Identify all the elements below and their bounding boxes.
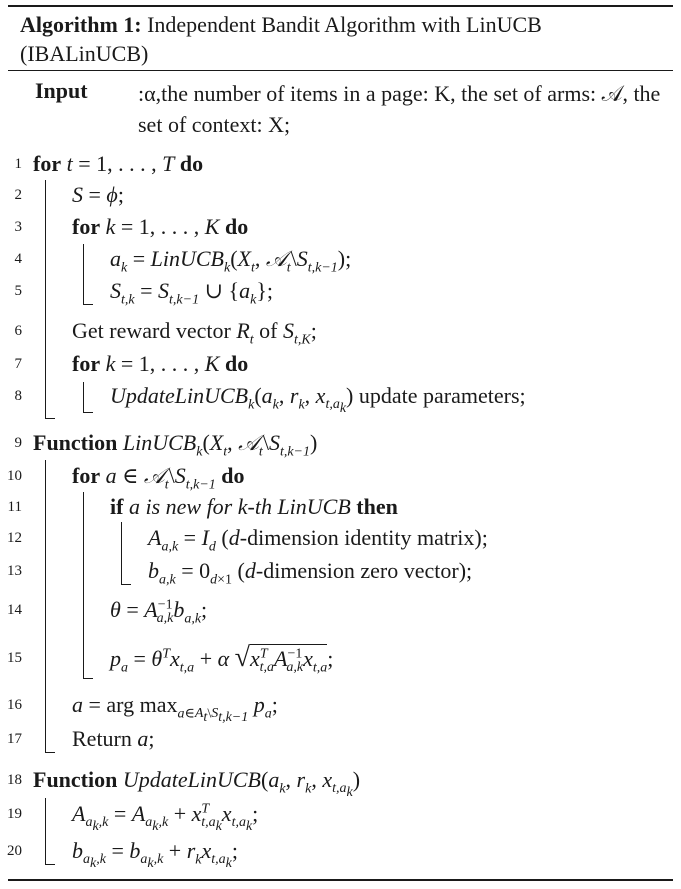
line-number: 18 bbox=[7, 772, 22, 788]
code-line-4 bbox=[0, 244, 681, 276]
line-number: 12 bbox=[7, 530, 22, 546]
algorithm-title bbox=[20, 10, 660, 68]
code-line-2 bbox=[0, 180, 681, 212]
line-text: $S_{t,k} = S_{t,k-1}$ ∪ $\{a_k\}$; bbox=[110, 278, 273, 308]
line-number: 5 bbox=[14, 283, 22, 299]
line-number: 6 bbox=[14, 323, 22, 339]
bottom-rule bbox=[8, 879, 673, 881]
code-line-3 bbox=[0, 212, 681, 244]
code-line-11 bbox=[0, 492, 681, 524]
input-label: Input bbox=[35, 78, 88, 103]
line-text: $A_{a_k,k} = A_{a_k,k} + x^T_{t,a_k}x_{t,a_k}$; bbox=[72, 801, 259, 835]
line-text: for a ∈ $𝒜_t\backslash S_{t,k-1}$ do bbox=[72, 463, 245, 493]
code-line-9 bbox=[0, 428, 681, 460]
code-line-7 bbox=[0, 349, 681, 381]
line-text: for t = 1, . . . , T do bbox=[33, 151, 204, 176]
algorithm-label: Algorithm 1: bbox=[20, 12, 142, 37]
line-text: a = arg $\max_{a\in A_t\backslash S_{t,k-1}} p_a$; bbox=[72, 692, 278, 726]
line-text: $b_{a,k} = 0_{d\times 1}$ (d-dimension zero vector); bbox=[148, 558, 473, 588]
line-number: 20 bbox=[7, 843, 22, 859]
line-text: $A_{a,k} = I_d$ (d-dimension identity matrix); bbox=[148, 525, 488, 555]
code-line-20 bbox=[0, 836, 681, 872]
code-line-15 bbox=[0, 643, 681, 675]
block-foot-for-t bbox=[45, 418, 55, 419]
line-text: Function $LinUCB_k(X_t$, $𝒜_t\backslash S_{t,k-1}$) bbox=[33, 430, 318, 460]
line-number: 16 bbox=[7, 697, 22, 713]
algorithm-name: Independent Bandit Algorithm with LinUCB (IBALinUCB) bbox=[20, 12, 542, 66]
line-number: 3 bbox=[14, 219, 22, 235]
code-line-5 bbox=[0, 276, 681, 308]
line-text: for k = 1, . . . , K do bbox=[72, 351, 249, 376]
line-text: Function $UpdateLinUCB(a_k$, $r_k$, $x_{t,a_k}$) bbox=[33, 767, 361, 801]
code-line-13 bbox=[0, 556, 681, 588]
line-number: 9 bbox=[14, 435, 22, 451]
line-number: 19 bbox=[7, 806, 22, 822]
code-line-6 bbox=[0, 316, 681, 348]
line-number: 8 bbox=[14, 388, 22, 404]
line-text: $a_k$ = $LinUCB_k(X_t$, $𝒜_t\backslash S_{t,k-1}$); bbox=[110, 246, 352, 276]
line-text: Get reward vector $R_t$ of $S_{t,K}$; bbox=[72, 318, 317, 348]
line-number: 4 bbox=[14, 251, 22, 267]
code-line-1 bbox=[0, 149, 681, 181]
code-line-10 bbox=[0, 461, 681, 493]
code-line-17 bbox=[0, 724, 681, 756]
line-number: 2 bbox=[14, 187, 22, 203]
line-text: $UpdateLinUCB_k(a_k$, $r_k$, $x_{t,a_k}$) update parameters; bbox=[110, 383, 526, 417]
line-number: 7 bbox=[14, 356, 22, 372]
line-number: 11 bbox=[7, 499, 22, 515]
block-foot-for-a bbox=[83, 678, 93, 679]
code-line-8 bbox=[0, 381, 681, 417]
line-number: 13 bbox=[7, 563, 22, 579]
input-description: :α,the number of items in a page: K, the set of arms: 𝒜, the set of context: X; bbox=[138, 81, 661, 137]
code-line-12 bbox=[0, 523, 681, 555]
line-number: 14 bbox=[7, 602, 22, 618]
line-text: if a is new for k-th LinUCB then bbox=[110, 494, 398, 519]
line-text: $b_{a_k,k} = b_{a_k,k} + r_kx_{t,a_k}$; bbox=[72, 838, 238, 872]
line-number: 17 bbox=[7, 731, 22, 747]
line-text: $\theta = A^{-1}_{a,k}b_{a,k}$; bbox=[110, 597, 208, 627]
title-rule bbox=[8, 70, 673, 71]
line-text: Return a; bbox=[72, 726, 155, 751]
line-text: $p_a = \theta^Tx_{t,a} + \alpha$ $√x^T_{t,a}A^{-1}_{a,k}x_{t,a}$; bbox=[110, 642, 334, 676]
top-rule bbox=[8, 5, 673, 7]
line-number: 10 bbox=[7, 468, 22, 484]
line-number: 1 bbox=[14, 156, 22, 172]
code-line-14 bbox=[0, 595, 681, 627]
line-text: for k = 1, . . . , K do bbox=[72, 214, 249, 239]
code-line-18 bbox=[0, 765, 681, 801]
line-number: 15 bbox=[7, 650, 22, 666]
line-text: S = ϕ; bbox=[72, 182, 124, 207]
code-line-16 bbox=[0, 690, 681, 726]
code-line-19 bbox=[0, 799, 681, 835]
